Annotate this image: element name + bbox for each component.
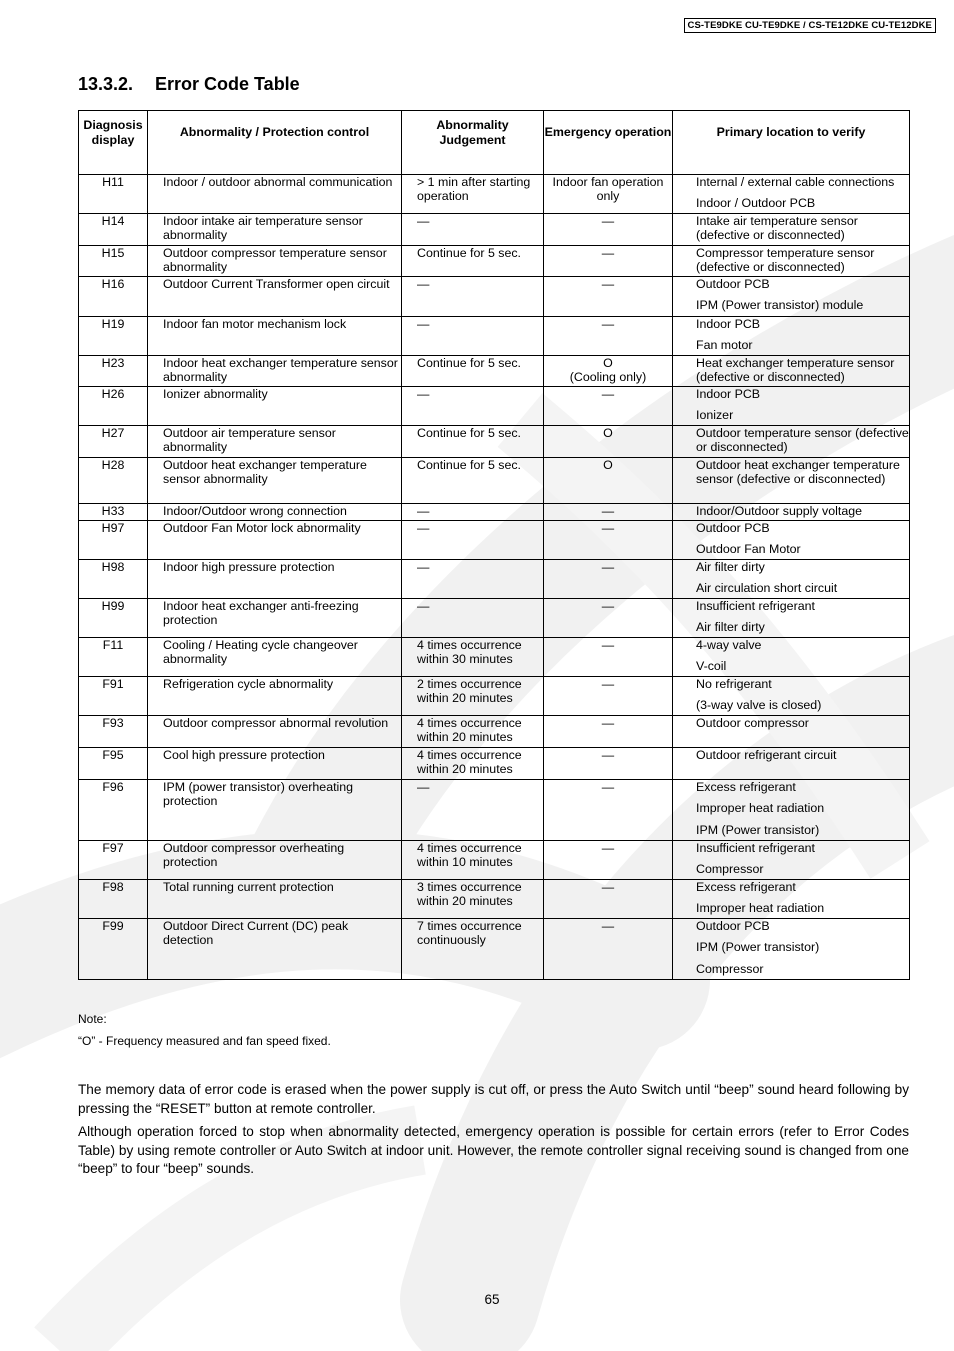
table-row bbox=[79, 317, 910, 356]
note bbox=[78, 1008, 331, 1052]
table-row bbox=[79, 504, 910, 521]
cause-cell bbox=[673, 716, 910, 748]
diagnosis-code: H23 bbox=[79, 356, 148, 387]
cause-item: Outdoor PCB bbox=[696, 277, 770, 291]
judgement-cell: Continue for 5 sec. bbox=[402, 246, 544, 277]
cause-cell bbox=[673, 841, 910, 880]
table-row bbox=[79, 277, 910, 317]
cause-item: V-coil bbox=[696, 659, 727, 674]
judgement-cell: 4 times occurrence within 30 minutes bbox=[402, 638, 544, 677]
judgement-cell: > 1 min after starting operation bbox=[402, 175, 544, 214]
cause-cell bbox=[673, 175, 910, 214]
emergency-cell: O bbox=[544, 426, 673, 458]
abnormality-cell: Refrigeration cycle abnormality bbox=[148, 677, 402, 716]
diagnosis-code: F11 bbox=[79, 638, 148, 677]
diagnosis-code: H27 bbox=[79, 426, 148, 458]
note-text: “O” - Frequency measured and fan speed fixed. bbox=[78, 1034, 331, 1048]
judgement-cell: 4 times occurrence within 10 minutes bbox=[402, 841, 544, 880]
judgement-cell: — bbox=[402, 317, 544, 356]
cause-cell bbox=[673, 919, 910, 980]
table-row bbox=[79, 780, 910, 841]
diagnosis-code: H98 bbox=[79, 560, 148, 599]
cause-item: Outdoor heat exchanger temperature sensor (defective or disconnected) bbox=[696, 458, 900, 487]
cause-item: Outdoor temperature sensor (defective or disconnected) bbox=[696, 426, 909, 455]
diagnosis-code: F98 bbox=[79, 880, 148, 919]
emergency-cell: — bbox=[544, 317, 673, 356]
cause-item: Excess refrigerant bbox=[696, 880, 796, 894]
emergency-cell: O bbox=[544, 458, 673, 504]
section-heading bbox=[78, 74, 300, 95]
emergency-cell: Indoor fan operation only bbox=[544, 175, 673, 214]
cause-item: Outdoor compressor bbox=[696, 716, 809, 730]
diagnosis-code: H16 bbox=[79, 277, 148, 317]
diagnosis-code: F99 bbox=[79, 919, 148, 980]
table-row bbox=[79, 458, 910, 504]
emergency-cell: — bbox=[544, 748, 673, 780]
column-header: Abnormality / Protection control bbox=[148, 111, 402, 175]
abnormality-cell: Total running current protection bbox=[148, 880, 402, 919]
cause-cell bbox=[673, 458, 910, 504]
abnormality-cell: Outdoor heat exchanger temperature sensor abnormality bbox=[148, 458, 402, 504]
judgement-cell: 7 times occurrence continuously bbox=[402, 919, 544, 980]
cause-item: 4-way valve bbox=[696, 638, 762, 652]
cause-item: Improper heat radiation bbox=[696, 801, 825, 816]
emergency-cell: — bbox=[544, 214, 673, 246]
page-number: 65 bbox=[484, 1292, 500, 1307]
column-header: Emergency operation bbox=[544, 111, 673, 175]
judgement-cell: — bbox=[402, 599, 544, 638]
table-row bbox=[79, 748, 910, 780]
table-row bbox=[79, 716, 910, 748]
judgement-cell: — bbox=[402, 214, 544, 246]
cause-item: Indoor/Outdoor supply voltage bbox=[696, 504, 863, 518]
cause-item: IPM (Power transistor) bbox=[696, 822, 820, 837]
table-row bbox=[79, 175, 910, 214]
abnormality-cell: Indoor fan motor mechanism lock bbox=[148, 317, 402, 356]
judgement-cell: 4 times occurrence within 20 minutes bbox=[402, 748, 544, 780]
abnormality-cell: Outdoor Current Transformer open circuit bbox=[148, 277, 402, 317]
cause-item: Ionizer bbox=[696, 408, 734, 423]
judgement-cell: — bbox=[402, 780, 544, 841]
cause-cell bbox=[673, 599, 910, 638]
cause-cell bbox=[673, 880, 910, 919]
emergency-cell: — bbox=[544, 504, 673, 521]
cause-item: Improper heat radiation bbox=[696, 901, 825, 916]
table-row bbox=[79, 677, 910, 716]
column-header: Abnormality Judgement bbox=[402, 111, 544, 175]
abnormality-cell: Indoor high pressure protection bbox=[148, 560, 402, 599]
emergency-cell: — bbox=[544, 638, 673, 677]
diagnosis-code: H19 bbox=[79, 317, 148, 356]
abnormality-cell: Indoor intake air temperature sensor abnormality bbox=[148, 214, 402, 246]
cause-cell bbox=[673, 317, 910, 356]
abnormality-cell: Outdoor Direct Current (DC) peak detection bbox=[148, 919, 402, 980]
abnormality-cell: Outdoor compressor overheating protection bbox=[148, 841, 402, 880]
cause-item: Air filter dirty bbox=[696, 620, 765, 635]
table-row bbox=[79, 599, 910, 638]
cause-item: IPM (Power transistor) module bbox=[696, 298, 864, 313]
cause-item: Outdoor PCB bbox=[696, 521, 770, 535]
section-title: Error Code Table bbox=[155, 74, 300, 94]
judgement-cell: — bbox=[402, 277, 544, 317]
table-row bbox=[79, 214, 910, 246]
cause-item: Insufficient refrigerant bbox=[696, 599, 815, 613]
table-row bbox=[79, 426, 910, 458]
cause-cell bbox=[673, 387, 910, 426]
emergency-cell: O (Cooling only) bbox=[544, 356, 673, 387]
abnormality-cell: Indoor heat exchanger anti-freezing protection bbox=[148, 599, 402, 638]
diagnosis-code: F91 bbox=[79, 677, 148, 716]
table-header-row bbox=[79, 111, 910, 175]
abnormality-cell: Outdoor compressor temperature sensor abnormality bbox=[148, 246, 402, 277]
diagnosis-code: F95 bbox=[79, 748, 148, 780]
abnormality-cell: Outdoor compressor abnormal revolution bbox=[148, 716, 402, 748]
abnormality-cell: Cooling / Heating cycle changeover abnormality bbox=[148, 638, 402, 677]
judgement-cell: 2 times occurrence within 20 minutes bbox=[402, 677, 544, 716]
cause-item: Intake air temperature sensor (defective or disconnected) bbox=[696, 214, 858, 243]
error-code-table bbox=[78, 110, 910, 980]
judgement-cell: — bbox=[402, 387, 544, 426]
paragraph: Although operation forced to stop when abnormality detected, emergency operation is possible for certain errors (refer to Error Codes Table) by using remote controller or Auto Switch at indoor unit. However, the remote controller signal receiving sound is changed from one “beep” to four “beep” sounds. bbox=[78, 1124, 909, 1176]
diagnosis-code: H14 bbox=[79, 214, 148, 246]
abnormality-cell: Outdoor air temperature sensor abnormality bbox=[148, 426, 402, 458]
diagnosis-code: H99 bbox=[79, 599, 148, 638]
cause-cell bbox=[673, 748, 910, 780]
cause-item: Excess refrigerant bbox=[696, 780, 796, 794]
note-label: Note: bbox=[78, 1012, 107, 1026]
abnormality-cell: Indoor/Outdoor wrong connection bbox=[148, 504, 402, 521]
emergency-cell: — bbox=[544, 521, 673, 560]
abnormality-cell: Cool high pressure protection bbox=[148, 748, 402, 780]
cause-item: Fan motor bbox=[696, 338, 753, 353]
table-row bbox=[79, 880, 910, 919]
emergency-cell: — bbox=[544, 599, 673, 638]
judgement-cell: — bbox=[402, 504, 544, 521]
cause-item: Heat exchanger temperature sensor (defective or disconnected) bbox=[696, 356, 895, 385]
emergency-cell: — bbox=[544, 919, 673, 980]
cause-item: No refrigerant bbox=[696, 677, 772, 691]
cause-cell bbox=[673, 638, 910, 677]
cause-item: Outdoor PCB bbox=[696, 919, 770, 933]
judgement-cell: Continue for 5 sec. bbox=[402, 356, 544, 387]
diagnosis-code: F96 bbox=[79, 780, 148, 841]
cause-cell bbox=[673, 246, 910, 277]
table-row bbox=[79, 560, 910, 599]
column-header: Diagnosis display bbox=[79, 111, 148, 175]
cause-item: Air circulation short circuit bbox=[696, 581, 838, 596]
diagnosis-code: H97 bbox=[79, 521, 148, 560]
judgement-cell: Continue for 5 sec. bbox=[402, 458, 544, 504]
diagnosis-code: F93 bbox=[79, 716, 148, 748]
cause-item: Indoor PCB bbox=[696, 387, 761, 401]
table-row bbox=[79, 841, 910, 880]
judgement-cell: 4 times occurrence within 20 minutes bbox=[402, 716, 544, 748]
cause-cell bbox=[673, 277, 910, 317]
cause-cell bbox=[673, 560, 910, 599]
cause-item: Insufficient refrigerant bbox=[696, 841, 815, 855]
cause-item: Indoor PCB bbox=[696, 317, 761, 331]
table-row bbox=[79, 387, 910, 426]
cause-cell bbox=[673, 521, 910, 560]
section-number: 13.3.2. bbox=[78, 74, 134, 94]
cause-cell bbox=[673, 780, 910, 841]
judgement-cell: Continue for 5 sec. bbox=[402, 426, 544, 458]
column-header: Primary location to verify bbox=[673, 111, 910, 175]
cause-item: Air filter dirty bbox=[696, 560, 765, 574]
emergency-cell: — bbox=[544, 277, 673, 317]
diagnosis-code: F97 bbox=[79, 841, 148, 880]
cause-cell bbox=[673, 677, 910, 716]
abnormality-cell: IPM (power transistor) overheating protection bbox=[148, 780, 402, 841]
abnormality-cell: Indoor / outdoor abnormal communication bbox=[148, 175, 402, 214]
cause-item: Internal / external cable connections bbox=[696, 175, 895, 189]
emergency-cell: — bbox=[544, 246, 673, 277]
emergency-cell: — bbox=[544, 677, 673, 716]
cause-cell bbox=[673, 426, 910, 458]
emergency-cell: — bbox=[544, 387, 673, 426]
cause-item: Compressor bbox=[696, 961, 764, 976]
emergency-cell: — bbox=[544, 560, 673, 599]
judgement-cell: — bbox=[402, 560, 544, 599]
abnormality-cell: Indoor heat exchanger temperature sensor abnormality bbox=[148, 356, 402, 387]
cause-item: Outdoor refrigerant circuit bbox=[696, 748, 837, 762]
table-row bbox=[79, 638, 910, 677]
cause-item: (3-way valve is closed) bbox=[696, 698, 822, 713]
cause-item: Outdoor Fan Motor bbox=[696, 542, 801, 557]
cause-item: Compressor bbox=[696, 862, 764, 877]
cause-item: Compressor temperature sensor (defective or disconnected) bbox=[696, 246, 875, 275]
abnormality-cell: Outdoor Fan Motor lock abnormality bbox=[148, 521, 402, 560]
emergency-cell: — bbox=[544, 841, 673, 880]
diagnosis-code: H11 bbox=[79, 175, 148, 214]
cause-cell bbox=[673, 214, 910, 246]
diagnosis-code: H28 bbox=[79, 458, 148, 504]
emergency-cell: — bbox=[544, 780, 673, 841]
table-row bbox=[79, 919, 910, 980]
table-row bbox=[79, 356, 910, 387]
abnormality-cell: Ionizer abnormality bbox=[148, 387, 402, 426]
cause-item: Indoor / Outdoor PCB bbox=[696, 196, 816, 211]
table-row bbox=[79, 246, 910, 277]
table-row bbox=[79, 521, 910, 560]
emergency-cell: — bbox=[544, 716, 673, 748]
emergency-cell: — bbox=[544, 880, 673, 919]
cause-cell bbox=[673, 504, 910, 521]
cause-item: IPM (Power transistor) bbox=[696, 940, 820, 955]
paragraph: The memory data of error code is erased when the power supply is cut off, or press the Auto Switch until “beep” sound heard following by pressing the “RESET” button at remote controller. bbox=[78, 1082, 909, 1116]
diagnosis-code: H15 bbox=[79, 246, 148, 277]
diagnosis-code: H33 bbox=[79, 504, 148, 521]
cause-cell bbox=[673, 356, 910, 387]
judgement-cell: 3 times occurrence within 20 minutes bbox=[402, 880, 544, 919]
model-label: CS-TE9DKE CU-TE9DKE / CS-TE12DKE CU-TE12DKE bbox=[684, 18, 936, 33]
judgement-cell: — bbox=[402, 521, 544, 560]
diagnosis-code: H26 bbox=[79, 387, 148, 426]
